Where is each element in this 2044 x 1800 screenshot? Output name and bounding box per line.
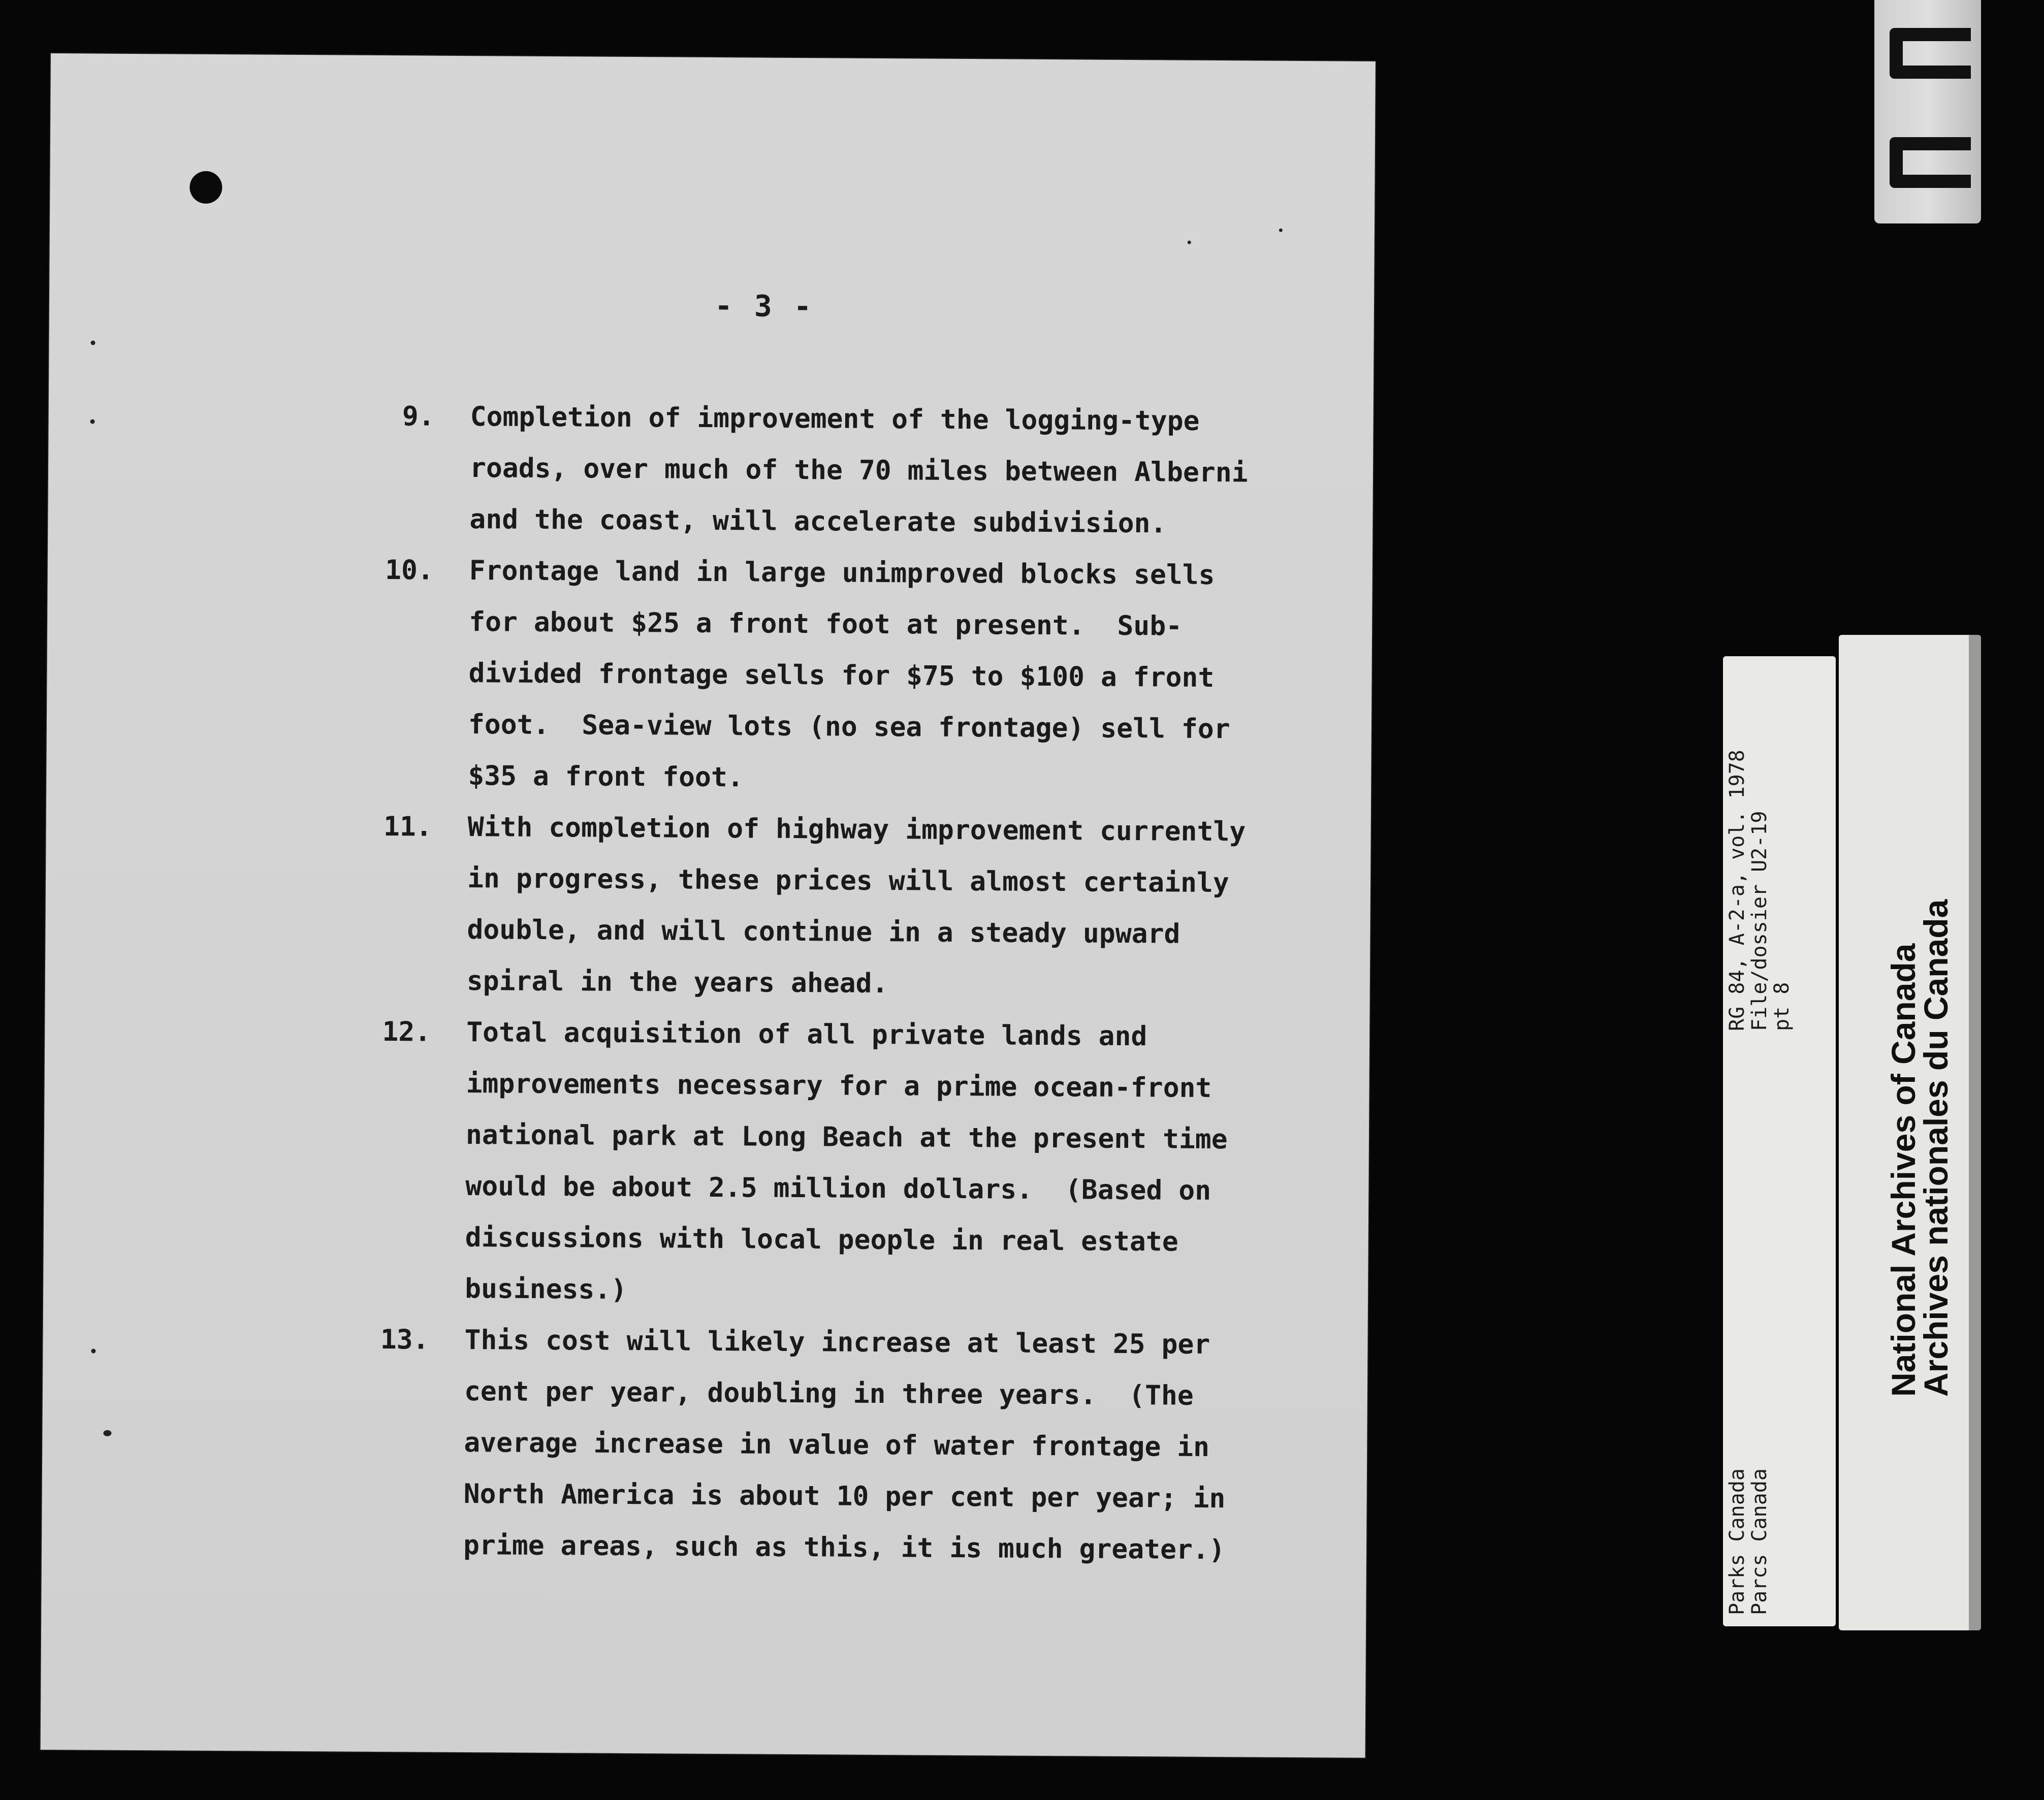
item-line: business.): [464, 1273, 627, 1305]
list-item: [331, 1313, 1298, 1576]
item-line: national park at Long Beach at the present time: [465, 1119, 1228, 1155]
punch-hole: [189, 171, 222, 204]
item-line: average increase in value of water frontage in: [464, 1427, 1210, 1463]
registration-mark-icon: [1890, 28, 1971, 79]
institution-label: [1885, 899, 1955, 1397]
item-line: prime areas, such as this, it is much greater.): [463, 1530, 1225, 1566]
item-line: improvements necessary for a prime ocean-front: [466, 1068, 1212, 1104]
speck: [1188, 241, 1191, 244]
list-item: [333, 1006, 1300, 1320]
item-number: 10.: [385, 555, 434, 586]
item-number: 12.: [382, 1016, 431, 1048]
item-line: double, and will continue in a steady upward: [467, 914, 1180, 950]
item-line: North America is about 10 per cent per year; in: [463, 1478, 1226, 1515]
item-line: foot. Sea-view lots (no sea frontage) sell for: [468, 709, 1230, 745]
item-line: With completion of highway improvement currently: [467, 812, 1246, 848]
item-line: discussions with local people in real estate: [465, 1222, 1178, 1258]
item-line: $35 a front foot.: [468, 760, 744, 793]
page-number: - 3 -: [714, 288, 814, 324]
speck: [90, 340, 95, 345]
item-line: in progress, these prices will almost certainly: [467, 863, 1229, 899]
item-line: spiral in the years ahead.: [466, 966, 888, 1000]
item-line: This cost will likely increase at least 25 per: [464, 1325, 1210, 1360]
item-line: divided frontage sells for $75 to $100 a front: [468, 658, 1215, 694]
item-line: would be about 2.5 million dollars. (Based on: [465, 1171, 1211, 1206]
item-line: Frontage land in large unimproved blocks sells: [469, 555, 1215, 591]
item-line: for about $25 a front foot at present. Sub-: [468, 606, 1183, 642]
item-number: 13.: [380, 1324, 429, 1356]
speck: [90, 419, 95, 424]
item-line: Completion of improvement of the logging-type: [470, 401, 1200, 437]
agency-line: Parcs Canada: [1748, 1468, 1771, 1615]
reference-line: File/dossier U2-19: [1748, 811, 1771, 1031]
list-item: [335, 800, 1301, 1012]
speck: [1279, 229, 1283, 232]
document-page: [41, 53, 1376, 1758]
institution-line: Archives nationales du Canada: [1917, 899, 1955, 1397]
item-line: and the coast, will accelerate subdivision.: [469, 504, 1167, 539]
speck: [103, 1430, 111, 1436]
reference-line: pt 8: [1770, 982, 1794, 1031]
item-line: cent per year, doubling in three years. (The: [464, 1376, 1194, 1411]
list-item: [337, 390, 1303, 550]
item-number: 9.: [402, 401, 435, 432]
item-line: Total acquisition of all private lands and: [466, 1017, 1147, 1052]
agency-label: [1726, 1468, 1771, 1615]
speck: [91, 1349, 95, 1354]
archive-reference: [1726, 750, 1793, 1031]
item-line: roads, over much of the 70 miles between Alberni: [469, 453, 1248, 489]
list-item: [336, 544, 1302, 807]
item-number: 11.: [383, 811, 432, 843]
institution-line: National Archives of Canada: [1885, 943, 1922, 1397]
agency-line: Parks Canada: [1726, 1468, 1749, 1615]
registration-mark-icon: [1890, 137, 1971, 188]
numbered-list: [331, 390, 1303, 1576]
reference-line: RG 84, A-2-a, vol. 1978: [1726, 750, 1749, 1031]
